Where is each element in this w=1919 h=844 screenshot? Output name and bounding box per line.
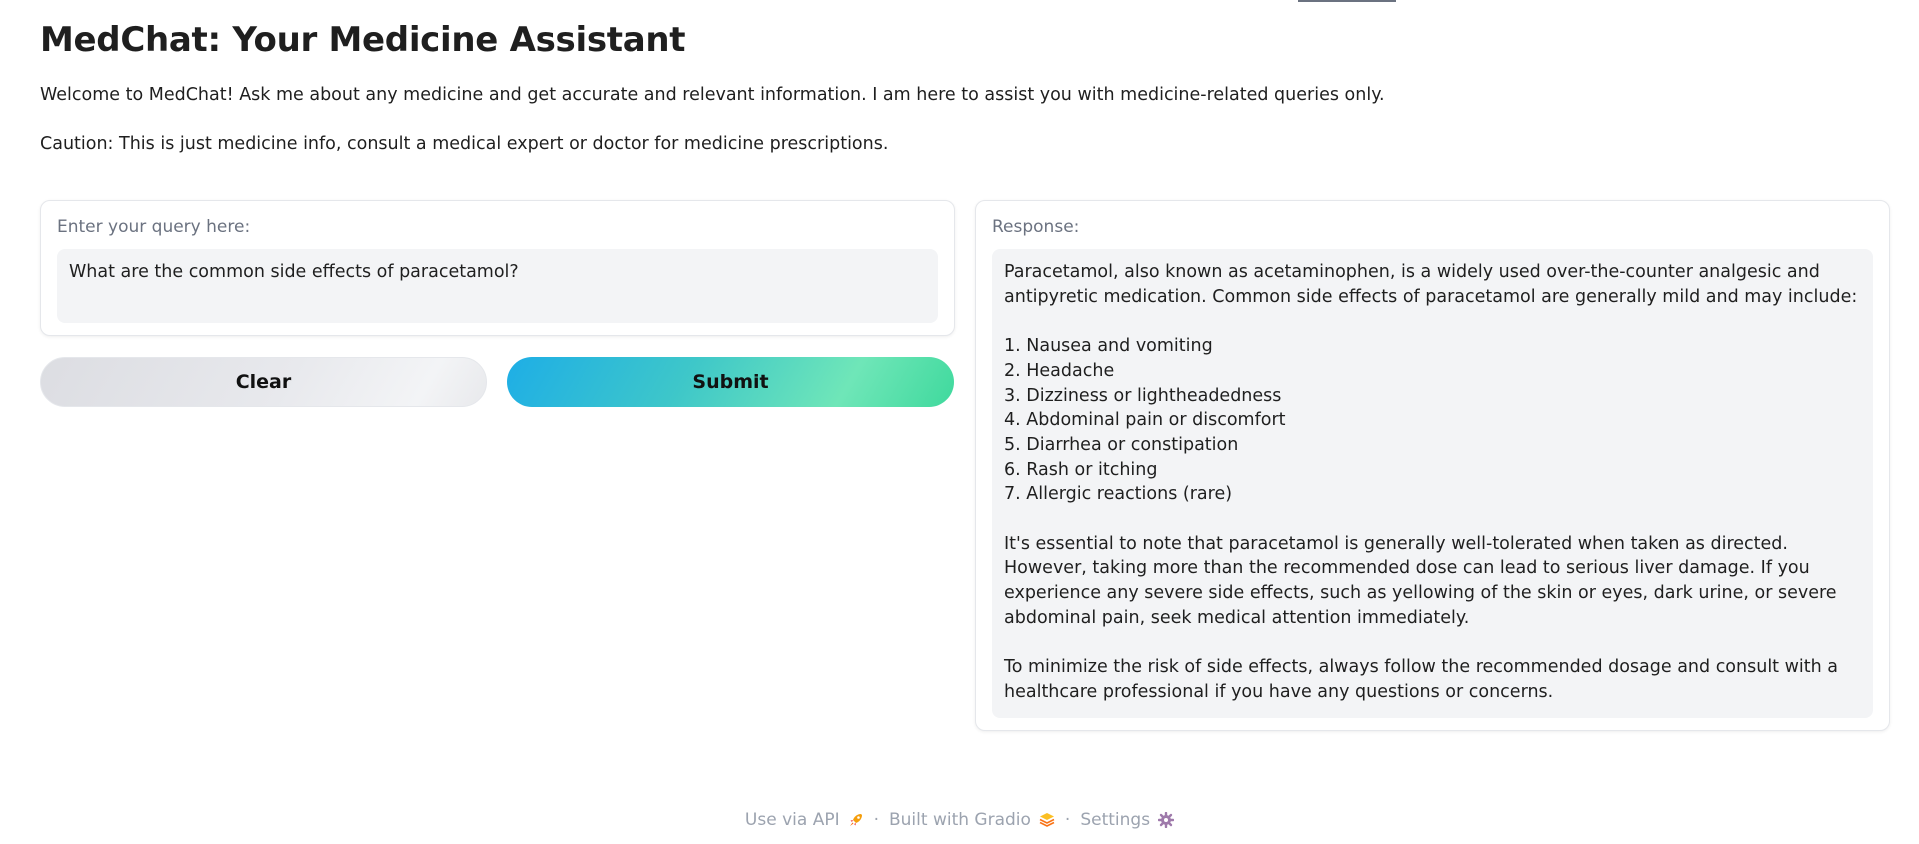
response-panel [975,200,1890,731]
use-via-api-link[interactable] [745,810,864,830]
submit-button[interactable]: Submit [507,357,954,407]
footer [0,810,1919,830]
gradio-logo-icon [1039,812,1055,828]
response-output: Paracetamol, also known as acetaminophen, is a widely used over-the-counter analgesic and antipyretic medication. Common side effects of paracetamol are generally mild and may include: 1. Nausea and vomiting 2. Headache 3. Dizziness or lightheadedness 4. Abdominal pain or discomfort 5. Diarrhea or constipation 6. Rash or itching 7. Allergic reactions (rare) It's essential to note that paracetamol is generally well-tolerated when taken as directed. However, taking more than the recommended dose can lead to serious liver damage. If you experience any severe side effects, such as yellowing of the skin or eyes, dark urine, or severe abdominal pain, seek medical attention immediately. To minimize the risk of side effects, always follow the recommended dosage and consult with a healthcare professional if you have any questions or concerns. [992,249,1873,718]
response-label: Response: [992,217,1080,237]
query-label: Enter your query here: [57,217,251,237]
gear-icon [1158,812,1174,828]
caution-text: Caution: This is just medicine info, consult a medical expert or doctor for medicine prescriptions. [40,134,889,154]
use-via-api-label: Use via API [744,810,840,830]
top-divider [1298,0,1396,2]
settings-label: Settings [1080,810,1151,830]
intro-text: Welcome to MedChat! Ask me about any medicine and get accurate and relevant information. I am here to assist you with medicine-related queries only. [40,85,1385,105]
built-with-gradio-label: Built with Gradio [889,810,1031,830]
query-panel [40,200,955,336]
footer-separator: · [873,810,879,830]
footer-separator: · [1064,810,1071,830]
clear-button[interactable]: Clear [40,357,487,407]
page-title: MedChat: Your Medicine Assistant [40,20,686,60]
query-input[interactable] [57,249,938,323]
rocket-icon [848,812,864,828]
built-with-gradio-link[interactable] [889,810,1055,830]
settings-link[interactable] [1080,810,1174,830]
